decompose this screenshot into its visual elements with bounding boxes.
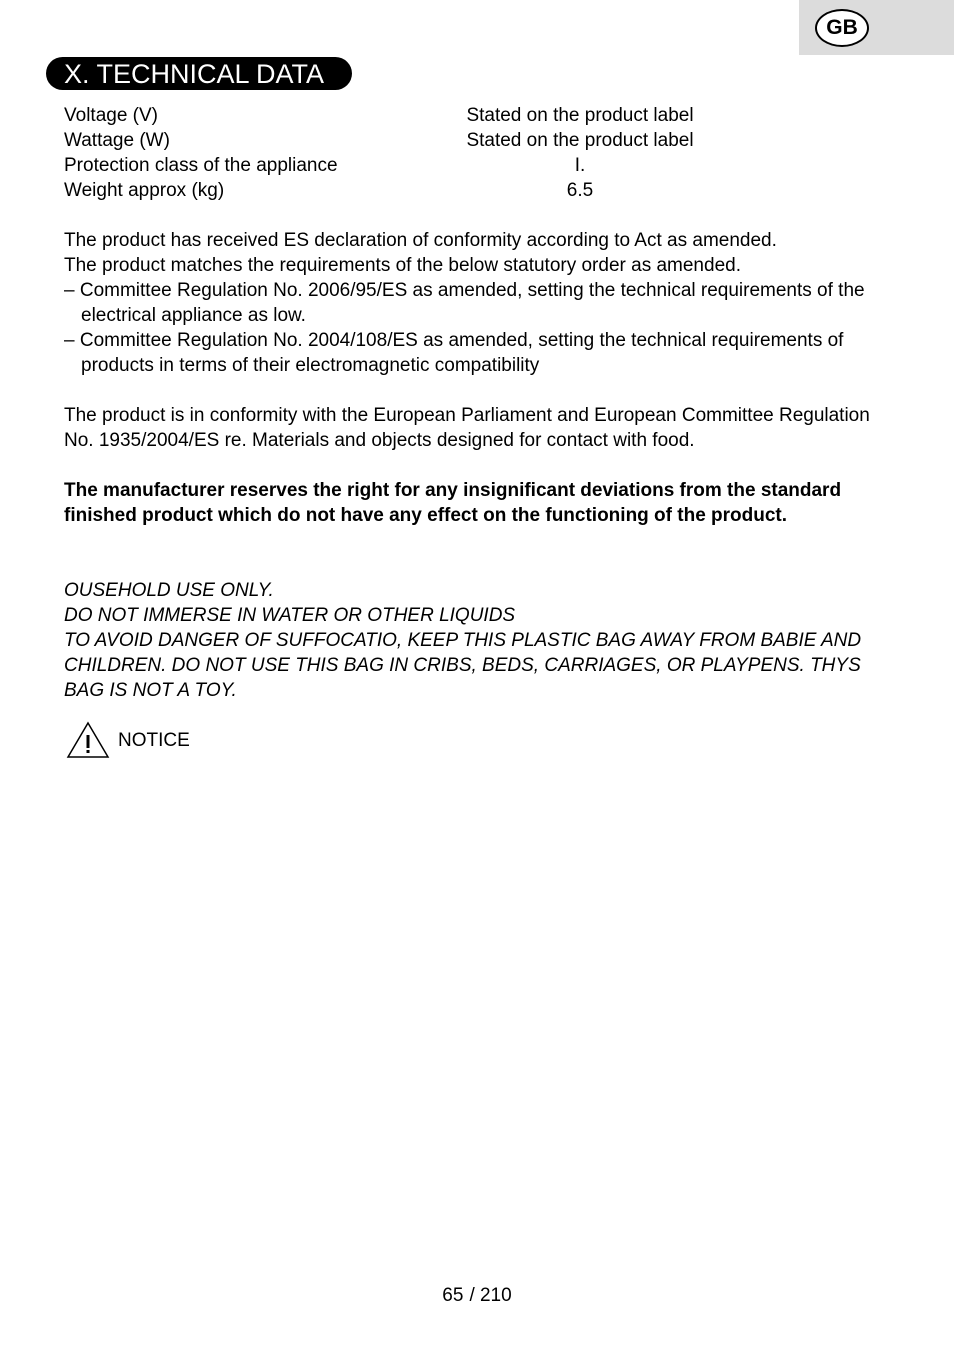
page-total: / 210 (469, 1285, 512, 1306)
spec-row-wattage (64, 128, 764, 153)
warning-triangle-icon (66, 721, 110, 759)
spec-row-protection-class (64, 153, 764, 178)
spec-row-weight (64, 178, 764, 203)
conformity-line: The product has received ES declaration of conformity according to Act as amended. (64, 230, 777, 251)
section-title: X. TECHNICAL DATA (46, 57, 352, 90)
page-number (0, 1285, 954, 1307)
spec-value: Stated on the product label (466, 130, 694, 151)
spec-value: I. (574, 155, 586, 176)
warnings-section (64, 578, 874, 703)
language-tab (799, 0, 954, 55)
regulation-item: – Committee Regulation No. 2006/95/ES as amended, setting the technical requirements of the electrical appliance as low. (64, 280, 865, 326)
spec-label: Weight approx (kg) (64, 180, 225, 201)
manufacturer-note (64, 478, 864, 528)
spec-value: 6.5 (566, 180, 594, 201)
spec-label: Voltage (V) (64, 105, 158, 126)
conformity-line: The product matches the requirements of the below statutory order as amended. (64, 255, 741, 276)
warning-line: TO AVOID DANGER OF SUFFOCATIO, KEEP THIS PLASTIC BAG AWAY FROM BABIE AND CHILDREN. DO NOT USE THIS BAG IN CRIBS, BEDS, CARRIAGES, OR PLAYPENS. THYS BAG IS NOT A TOY. (64, 630, 862, 701)
regulation-item: – Committee Regulation No. 2004/108/ES as amended, setting the technical requirements of products in terms of their electromagnetic compatibility (64, 330, 844, 376)
language-badge: GB (815, 9, 869, 47)
warning-line: OUSEHOLD USE ONLY. (64, 580, 274, 601)
spec-label: Protection class of the appliance (64, 155, 338, 176)
spec-label: Wattage (W) (64, 130, 170, 151)
page-current: 65 (442, 1285, 464, 1306)
warning-line: DO NOT IMMERSE IN WATER OR OTHER LIQUIDS (64, 605, 516, 626)
spec-value: Stated on the product label (466, 105, 694, 126)
notice (66, 720, 190, 760)
food-contact-section (64, 403, 894, 453)
food-contact-text: The product is in conformity with the European Parliament and European Committee Regulation No. 1935/2004/ES re. Materials and objects designed for contact with food. (64, 405, 870, 451)
conformity-section (64, 228, 894, 378)
spec-table (64, 103, 764, 203)
manufacturer-note-text: The manufacturer reserves the right for any insignificant deviations from the standard finished product which do not have any effect on the functioning of the product. (64, 480, 842, 526)
spec-row-voltage (64, 103, 764, 128)
notice-label: NOTICE (118, 729, 190, 751)
